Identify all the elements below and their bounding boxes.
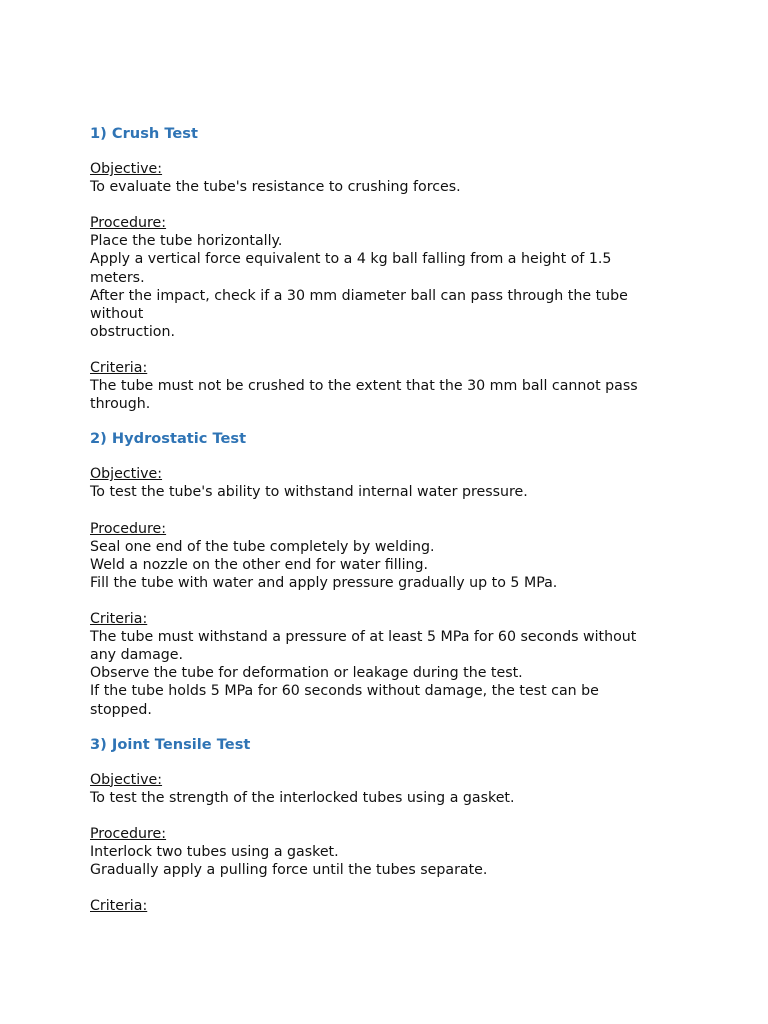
procedure-line: Apply a vertical force equivalent to a 4 kg ball falling from a height of 1.5 bbox=[90, 251, 612, 268]
objective-block bbox=[90, 465, 690, 501]
objective-line: To test the tube's ability to withstand internal water pressure. bbox=[90, 484, 528, 501]
criteria-label: Criteria: bbox=[90, 611, 148, 628]
procedure-label: Procedure: bbox=[90, 215, 167, 232]
procedure-label: Procedure: bbox=[90, 825, 167, 842]
procedure-line: meters. bbox=[90, 269, 145, 286]
criteria-line: The tube must withstand a pressure of at least 5 MPa for 60 seconds without bbox=[90, 629, 637, 646]
document-page bbox=[90, 124, 690, 915]
criteria-line: If the tube holds 5 MPa for 60 seconds without damage, the test can be bbox=[90, 683, 599, 700]
procedure-line: Place the tube horizontally. bbox=[90, 233, 283, 250]
criteria-line: any damage. bbox=[90, 647, 184, 664]
procedure-block bbox=[90, 214, 690, 341]
procedure-label: Procedure: bbox=[90, 520, 167, 537]
objective-label: Objective: bbox=[90, 771, 163, 788]
criteria-block bbox=[90, 610, 690, 719]
procedure-line: obstruction. bbox=[90, 323, 175, 340]
section-title: 3) Joint Tensile Test bbox=[90, 735, 251, 753]
criteria-block bbox=[90, 359, 690, 413]
procedure-block bbox=[90, 520, 690, 592]
procedure-line: Weld a nozzle on the other end for water filling. bbox=[90, 556, 429, 573]
procedure-block bbox=[90, 825, 690, 879]
objective-block bbox=[90, 160, 690, 196]
objective-line: To evaluate the tube's resistance to crushing forces. bbox=[90, 179, 461, 196]
procedure-line: Fill the tube with water and apply pressure gradually up to 5 MPa. bbox=[90, 574, 558, 591]
objective-line: To test the strength of the interlocked tubes using a gasket. bbox=[90, 789, 515, 806]
criteria-label: Criteria: bbox=[90, 898, 148, 915]
criteria-line: through. bbox=[90, 396, 151, 413]
criteria-label: Criteria: bbox=[90, 360, 148, 377]
section-hydrostatic-test bbox=[90, 429, 690, 718]
procedure-line: After the impact, check if a 30 mm diameter ball can pass through the tube bbox=[90, 287, 628, 304]
section-joint-tensile-test bbox=[90, 735, 690, 916]
procedure-line: without bbox=[90, 305, 144, 322]
criteria-line: The tube must not be crushed to the extent that the 30 mm ball cannot pass bbox=[90, 378, 638, 395]
section-title: 2) Hydrostatic Test bbox=[90, 430, 247, 448]
section-crush-test bbox=[90, 124, 690, 413]
objective-label: Objective: bbox=[90, 466, 163, 483]
criteria-block bbox=[90, 897, 690, 915]
section-title: 1) Crush Test bbox=[90, 125, 198, 142]
objective-block bbox=[90, 771, 690, 807]
procedure-line: Interlock two tubes using a gasket. bbox=[90, 844, 339, 860]
criteria-line: stopped. bbox=[90, 701, 152, 718]
procedure-line: Gradually apply a pulling force until the tubes separate. bbox=[90, 862, 488, 879]
criteria-line: Observe the tube for deformation or leakage during the test. bbox=[90, 665, 523, 682]
objective-label: Objective: bbox=[90, 161, 163, 177]
procedure-line: Seal one end of the tube completely by welding. bbox=[90, 538, 435, 555]
